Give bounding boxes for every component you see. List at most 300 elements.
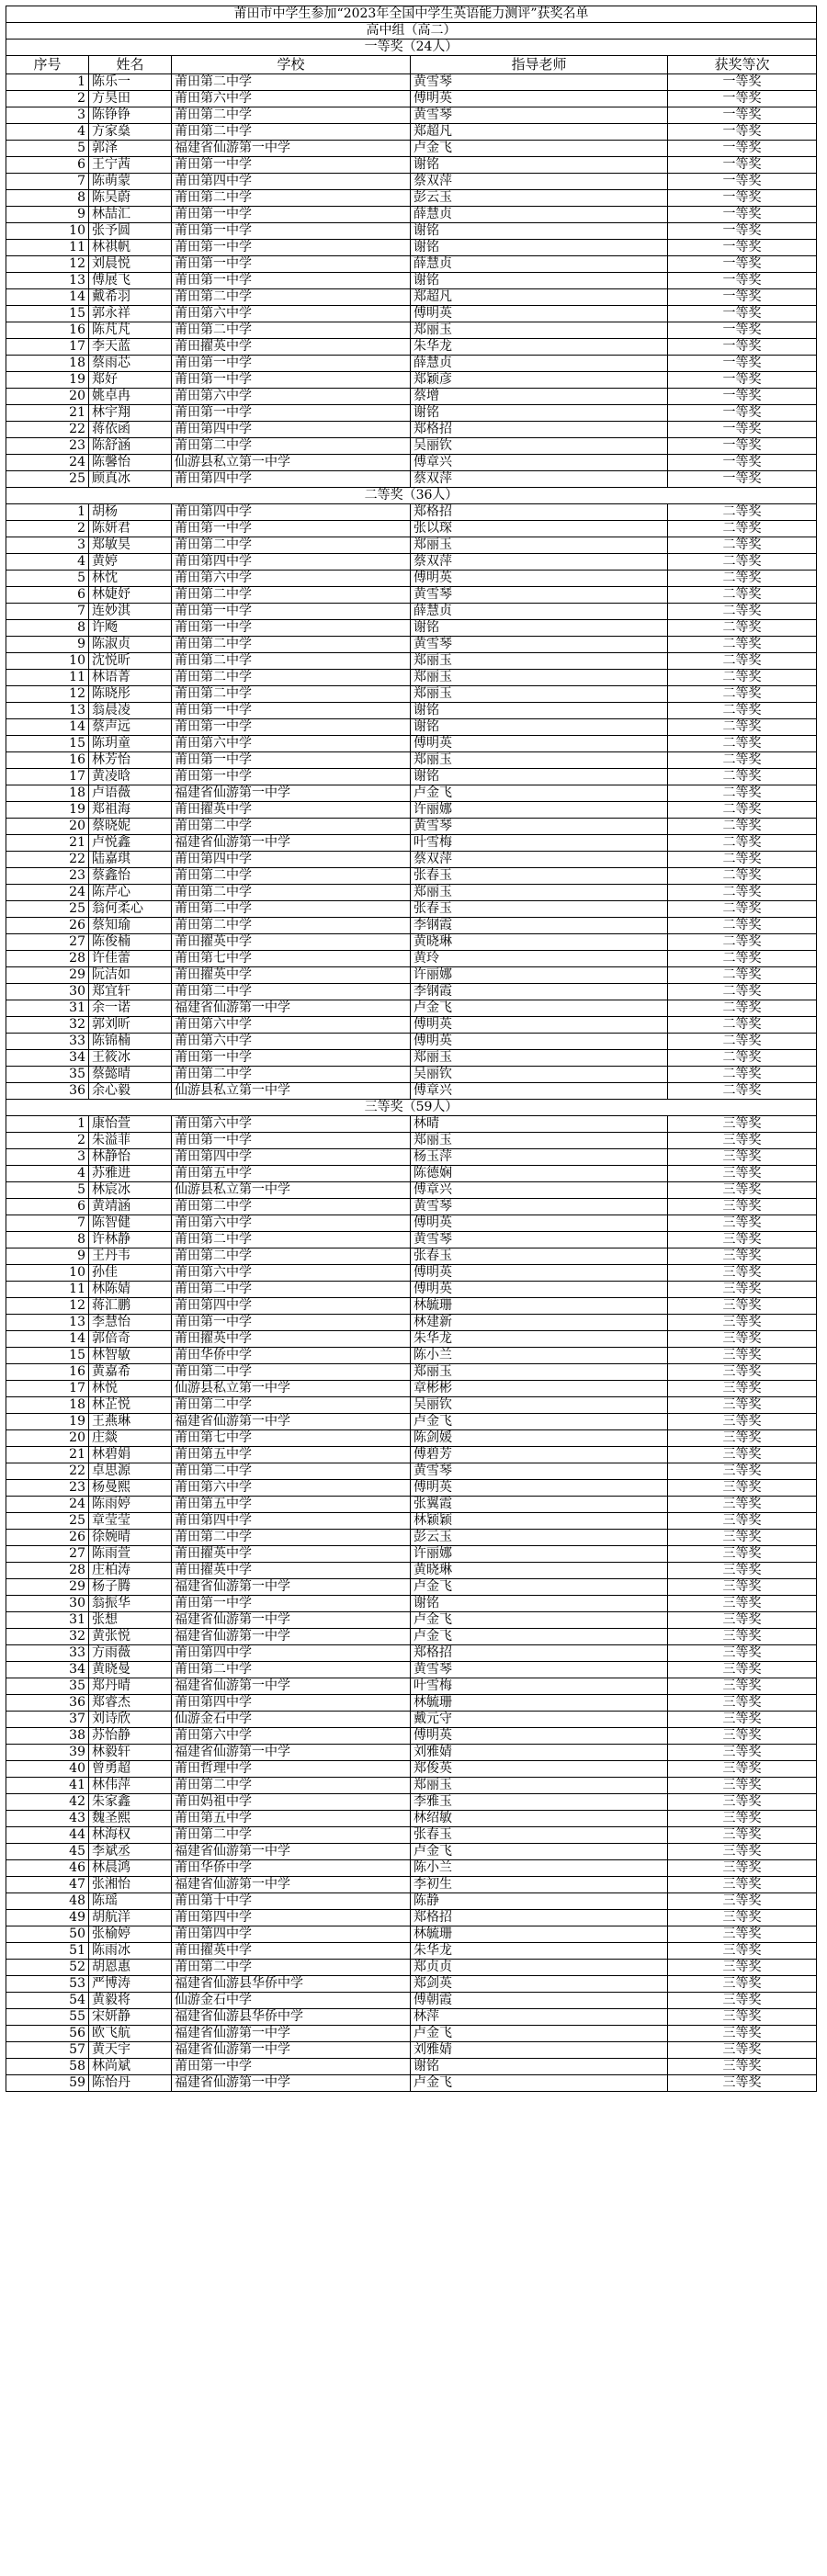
teacher-name: 谢铭 [411, 273, 668, 289]
row-index: 59 [6, 2075, 89, 2092]
student-name: 孙佳 [89, 1265, 172, 1282]
row-index: 29 [6, 1579, 89, 1596]
row-index: 5 [6, 141, 89, 157]
school-name: 莆田第二中学 [172, 1364, 411, 1381]
student-name: 余一诺 [89, 1000, 172, 1017]
student-name: 郭泽 [89, 141, 172, 157]
award-level: 三等奖 [668, 1348, 817, 1364]
student-name: 许佳蕾 [89, 951, 172, 967]
student-name: 蒋依函 [89, 422, 172, 438]
school-name: 莆田第二中学 [172, 1397, 411, 1414]
row-index: 11 [6, 1282, 89, 1298]
student-name: 张榆婷 [89, 1926, 172, 1943]
student-name: 林尚斌 [89, 2059, 172, 2075]
row-index: 23 [6, 1480, 89, 1497]
teacher-name: 陈小兰 [411, 1348, 668, 1364]
award-level: 三等奖 [668, 1265, 817, 1282]
table-row [6, 2026, 817, 2042]
row-index: 8 [6, 190, 89, 207]
teacher-name: 郑格招 [411, 1910, 668, 1926]
school-name: 莆田第四中学 [172, 422, 411, 438]
award-level: 三等奖 [668, 1298, 817, 1315]
table-row [6, 835, 817, 852]
school-name: 莆田第四中学 [172, 1645, 411, 1662]
award-level: 三等奖 [668, 1712, 817, 1728]
table-row [6, 1960, 817, 1976]
school-name: 莆田第一中学 [172, 356, 411, 372]
student-name: 林海权 [89, 1827, 172, 1844]
student-name: 林语菁 [89, 670, 172, 686]
teacher-name: 林毓珊 [411, 1298, 668, 1315]
award-level: 一等奖 [668, 256, 817, 273]
student-name: 顾真冰 [89, 471, 172, 488]
school-name: 仙游县私立第一中学 [172, 1083, 411, 1100]
award-level: 三等奖 [668, 1182, 817, 1199]
row-index: 7 [6, 174, 89, 190]
teacher-name: 郑丽玉 [411, 1050, 668, 1067]
row-index: 2 [6, 91, 89, 107]
school-name: 福建省仙游县华侨中学 [172, 1976, 411, 1993]
award-level: 二等奖 [668, 637, 817, 653]
teacher-name: 陈剑媛 [411, 1430, 668, 1447]
row-index: 27 [6, 934, 89, 951]
table-row [6, 537, 817, 554]
row-index: 51 [6, 1943, 89, 1960]
teacher-name: 傅明英 [411, 1034, 668, 1050]
student-name: 翁何柔心 [89, 901, 172, 918]
row-index: 17 [6, 1381, 89, 1397]
student-name: 蔡声远 [89, 719, 172, 736]
table-row [6, 984, 817, 1000]
student-name: 郑宜轩 [89, 984, 172, 1000]
teacher-name: 林颖颖 [411, 1513, 668, 1530]
award-level: 二等奖 [668, 901, 817, 918]
school-name: 福建省仙游第一中学 [172, 785, 411, 802]
teacher-name: 李初生 [411, 1877, 668, 1893]
school-name: 福建省仙游第一中学 [172, 2042, 411, 2059]
teacher-name: 彭云玉 [411, 190, 668, 207]
row-index: 11 [6, 670, 89, 686]
row-index: 6 [6, 1199, 89, 1215]
teacher-name: 叶雪梅 [411, 1678, 668, 1695]
teacher-name: 傅明英 [411, 1282, 668, 1298]
student-name: 林芳怡 [89, 752, 172, 769]
student-name: 林喆汇 [89, 207, 172, 223]
student-name: 苏雅进 [89, 1166, 172, 1182]
student-name: 林宸冰 [89, 1182, 172, 1199]
teacher-name: 郑丽玉 [411, 686, 668, 703]
school-name: 莆田第二中学 [172, 1662, 411, 1678]
student-name: 郑敏昊 [89, 537, 172, 554]
student-name: 陈怡丹 [89, 2075, 172, 2092]
student-name: 蒋汇鹏 [89, 1298, 172, 1315]
student-name: 徐婉晴 [89, 1530, 172, 1546]
table-row [6, 1381, 817, 1397]
table-row [6, 736, 817, 752]
teacher-name: 郑贞贞 [411, 1960, 668, 1976]
award-level: 一等奖 [668, 91, 817, 107]
table-row [6, 405, 817, 422]
student-name: 余心毅 [89, 1083, 172, 1100]
table-row [6, 1000, 817, 1017]
group-row [6, 23, 817, 40]
student-name: 林宇翔 [89, 405, 172, 422]
row-index: 2 [6, 1133, 89, 1149]
table-row [6, 901, 817, 918]
teacher-name: 傅明英 [411, 1017, 668, 1034]
table-row [6, 455, 817, 471]
teacher-name: 张以琛 [411, 521, 668, 537]
award-level: 一等奖 [668, 322, 817, 339]
award-level: 三等奖 [668, 1662, 817, 1678]
teacher-name: 郑丽玉 [411, 322, 668, 339]
award-level: 三等奖 [668, 1546, 817, 1563]
row-index: 6 [6, 587, 89, 604]
student-name: 林悦 [89, 1381, 172, 1397]
award-level: 二等奖 [668, 686, 817, 703]
award-level: 一等奖 [668, 405, 817, 422]
school-name: 莆田擢英中学 [172, 934, 411, 951]
row-index: 42 [6, 1794, 89, 1811]
school-name: 莆田第一中学 [172, 2059, 411, 2075]
award-level: 一等奖 [668, 157, 817, 174]
row-index: 16 [6, 1364, 89, 1381]
award-level: 二等奖 [668, 1017, 817, 1034]
teacher-name: 谢铭 [411, 405, 668, 422]
school-name: 仙游县私立第一中学 [172, 1182, 411, 1199]
award-level: 二等奖 [668, 951, 817, 967]
teacher-name: 谢铭 [411, 223, 668, 240]
school-name: 莆田第一中学 [172, 703, 411, 719]
section-row [6, 1100, 817, 1116]
table-row [6, 1811, 817, 1827]
teacher-name: 李钢霞 [411, 984, 668, 1000]
award-level: 二等奖 [668, 1000, 817, 1017]
award-level: 一等奖 [668, 107, 817, 124]
school-name: 莆田第二中学 [172, 438, 411, 455]
student-name: 翁振华 [89, 1596, 172, 1612]
teacher-name: 谢铭 [411, 769, 668, 785]
student-name: 黄嘉希 [89, 1364, 172, 1381]
row-index: 14 [6, 719, 89, 736]
school-name: 莆田擢英中学 [172, 1331, 411, 1348]
table-row [6, 2075, 817, 2092]
school-name: 莆田第一中学 [172, 1133, 411, 1149]
award-level: 一等奖 [668, 273, 817, 289]
student-name: 刘诗欣 [89, 1712, 172, 1728]
row-index: 31 [6, 1612, 89, 1629]
school-name: 莆田第一中学 [172, 405, 411, 422]
table-row [6, 637, 817, 653]
school-name: 仙游县私立第一中学 [172, 455, 411, 471]
table-row [6, 107, 817, 124]
student-name: 郭永祥 [89, 306, 172, 322]
row-index: 20 [6, 1430, 89, 1447]
table-row [6, 1926, 817, 1943]
award-level: 三等奖 [668, 1116, 817, 1133]
award-level: 三等奖 [668, 1381, 817, 1397]
teacher-name: 傅明英 [411, 571, 668, 587]
table-row [6, 1778, 817, 1794]
award-level: 三等奖 [668, 1728, 817, 1745]
teacher-name: 卢金飞 [411, 141, 668, 157]
school-name: 莆田第一中学 [172, 604, 411, 620]
table-row [6, 1034, 817, 1050]
table-row [6, 1265, 817, 1282]
award-level: 二等奖 [668, 885, 817, 901]
student-name: 苏怡静 [89, 1728, 172, 1745]
teacher-name: 刘雅婧 [411, 2042, 668, 2059]
school-name: 福建省仙游第一中学 [172, 835, 411, 852]
row-index: 16 [6, 752, 89, 769]
school-name: 莆田第二中学 [172, 1232, 411, 1248]
teacher-name: 傅明英 [411, 306, 668, 322]
row-index: 29 [6, 967, 89, 984]
table-row [6, 703, 817, 719]
student-name: 胡恩惠 [89, 1960, 172, 1976]
teacher-name: 傅明英 [411, 1215, 668, 1232]
row-index: 22 [6, 1463, 89, 1480]
row-index: 54 [6, 1993, 89, 2009]
row-index: 34 [6, 1662, 89, 1678]
school-name: 福建省仙游第一中学 [172, 1877, 411, 1893]
row-index: 27 [6, 1546, 89, 1563]
row-index: 39 [6, 1745, 89, 1761]
student-name: 蔡雨芯 [89, 356, 172, 372]
student-name: 朱溢菲 [89, 1133, 172, 1149]
award-level: 二等奖 [668, 670, 817, 686]
table-row [6, 471, 817, 488]
table-row [6, 306, 817, 322]
row-index: 48 [6, 1893, 89, 1910]
student-name: 林忱 [89, 571, 172, 587]
award-level: 三等奖 [668, 1811, 817, 1827]
row-index: 19 [6, 1414, 89, 1430]
school-name: 莆田第六中学 [172, 1215, 411, 1232]
table-row [6, 1364, 817, 1381]
row-index: 4 [6, 554, 89, 571]
award-level: 三等奖 [668, 1414, 817, 1430]
school-name: 莆田第一中学 [172, 223, 411, 240]
school-name: 莆田第四中学 [172, 554, 411, 571]
school-name: 莆田第二中学 [172, 74, 411, 91]
student-name: 张想 [89, 1612, 172, 1629]
table-row [6, 719, 817, 736]
teacher-name: 戴元守 [411, 1712, 668, 1728]
school-name: 莆田第五中学 [172, 1447, 411, 1463]
teacher-name: 李雅玉 [411, 1794, 668, 1811]
table-row [6, 852, 817, 868]
school-name: 莆田第二中学 [172, 1530, 411, 1546]
award-level: 二等奖 [668, 752, 817, 769]
table-row [6, 223, 817, 240]
table-row [6, 157, 817, 174]
row-index: 21 [6, 1447, 89, 1463]
student-name: 卢语薇 [89, 785, 172, 802]
row-index: 3 [6, 537, 89, 554]
table-row [6, 1513, 817, 1530]
award-level: 二等奖 [668, 703, 817, 719]
teacher-name: 郑丽玉 [411, 653, 668, 670]
student-name: 陈萌蒙 [89, 174, 172, 190]
table-row [6, 752, 817, 769]
teacher-name: 卢金飞 [411, 2026, 668, 2042]
award-level: 三等奖 [668, 1133, 817, 1149]
row-index: 30 [6, 1596, 89, 1612]
teacher-name: 傅明英 [411, 1265, 668, 1282]
row-index: 23 [6, 438, 89, 455]
school-name: 莆田第一中学 [172, 620, 411, 637]
teacher-name: 黄雪琴 [411, 587, 668, 604]
table-row [6, 653, 817, 670]
student-name: 郭刘昕 [89, 1017, 172, 1034]
table-row [6, 141, 817, 157]
table-row [6, 1430, 817, 1447]
row-index: 7 [6, 1215, 89, 1232]
row-index: 5 [6, 1182, 89, 1199]
table-row [6, 1067, 817, 1083]
table-row [6, 934, 817, 951]
award-level: 二等奖 [668, 1083, 817, 1100]
row-index: 24 [6, 455, 89, 471]
table-row [6, 339, 817, 356]
student-name: 黄天宇 [89, 2042, 172, 2059]
row-index: 34 [6, 1050, 89, 1067]
teacher-name: 郑颖彦 [411, 372, 668, 389]
page-title: 莆田市中学生参加“2023年全国中学生英语能力测评”获奖名单 [6, 6, 817, 23]
row-index: 4 [6, 124, 89, 141]
row-index: 17 [6, 339, 89, 356]
table-row [6, 207, 817, 223]
table-row [6, 1695, 817, 1712]
school-name: 莆田擢英中学 [172, 967, 411, 984]
school-name: 仙游县私立第一中学 [172, 1381, 411, 1397]
teacher-name: 傅明英 [411, 736, 668, 752]
teacher-name: 叶雪梅 [411, 835, 668, 852]
school-name: 莆田第七中学 [172, 951, 411, 967]
teacher-name: 郑格招 [411, 422, 668, 438]
award-level: 三等奖 [668, 1248, 817, 1265]
award-level: 一等奖 [668, 289, 817, 306]
student-name: 黄晓曼 [89, 1662, 172, 1678]
student-name: 傅展飞 [89, 273, 172, 289]
teacher-name: 傅章兴 [411, 1182, 668, 1199]
table-row [6, 422, 817, 438]
award-level: 三等奖 [668, 1149, 817, 1166]
row-index: 19 [6, 372, 89, 389]
table-row [6, 604, 817, 620]
award-level: 三等奖 [668, 1926, 817, 1943]
table-row [6, 1860, 817, 1877]
school-name: 莆田第四中学 [172, 471, 411, 488]
row-index: 43 [6, 1811, 89, 1827]
table-row [6, 521, 817, 537]
award-level: 二等奖 [668, 1034, 817, 1050]
group-title: 高中组（高二） [6, 23, 817, 40]
row-index: 30 [6, 984, 89, 1000]
school-name: 莆田第二中学 [172, 670, 411, 686]
student-name: 郑好 [89, 372, 172, 389]
teacher-name: 朱华龙 [411, 339, 668, 356]
school-name: 莆田第六中学 [172, 736, 411, 752]
school-name: 莆田妈祖中学 [172, 1794, 411, 1811]
student-name: 陈舒涵 [89, 438, 172, 455]
teacher-name: 郑丽玉 [411, 1133, 668, 1149]
row-index: 2 [6, 521, 89, 537]
award-level: 三等奖 [668, 2059, 817, 2075]
award-level: 三等奖 [668, 1893, 817, 1910]
table-row [6, 571, 817, 587]
table-row [6, 1199, 817, 1215]
student-name: 王筱冰 [89, 1050, 172, 1067]
table-row [6, 174, 817, 190]
school-name: 莆田第一中学 [172, 719, 411, 736]
award-level: 一等奖 [668, 471, 817, 488]
row-index: 4 [6, 1166, 89, 1182]
teacher-name: 陈德娴 [411, 1166, 668, 1182]
row-index: 9 [6, 207, 89, 223]
teacher-name: 朱华龙 [411, 1943, 668, 1960]
row-index: 24 [6, 1497, 89, 1513]
school-name: 莆田第四中学 [172, 1926, 411, 1943]
teacher-name: 黄雪琴 [411, 637, 668, 653]
row-index: 18 [6, 785, 89, 802]
student-name: 郑丹晴 [89, 1678, 172, 1695]
teacher-name: 郑丽玉 [411, 1778, 668, 1794]
teacher-name: 吴丽钦 [411, 438, 668, 455]
student-name: 林陈婧 [89, 1282, 172, 1298]
school-name: 莆田第一中学 [172, 256, 411, 273]
teacher-name: 黄雪琴 [411, 74, 668, 91]
student-name: 康怡萱 [89, 1116, 172, 1133]
student-name: 刘晨悦 [89, 256, 172, 273]
section-row [6, 40, 817, 56]
award-level: 三等奖 [668, 1513, 817, 1530]
school-name: 莆田第六中学 [172, 571, 411, 587]
row-index: 58 [6, 2059, 89, 2075]
award-level: 一等奖 [668, 356, 817, 372]
award-level: 三等奖 [668, 2042, 817, 2059]
school-name: 莆田第四中学 [172, 1298, 411, 1315]
student-name: 陈雨婷 [89, 1497, 172, 1513]
teacher-name: 李钢霞 [411, 918, 668, 934]
teacher-name: 陈静 [411, 1893, 668, 1910]
teacher-name: 张春玉 [411, 868, 668, 885]
row-index: 44 [6, 1827, 89, 1844]
student-name: 王燕琳 [89, 1414, 172, 1430]
award-level: 三等奖 [668, 1315, 817, 1331]
row-index: 8 [6, 620, 89, 637]
teacher-name: 吴丽钦 [411, 1397, 668, 1414]
student-name: 林碧娟 [89, 1447, 172, 1463]
row-index: 22 [6, 852, 89, 868]
table-row [6, 1546, 817, 1563]
row-index: 12 [6, 1298, 89, 1315]
school-name: 福建省仙游第一中学 [172, 1678, 411, 1695]
row-index: 1 [6, 1116, 89, 1133]
school-name: 莆田第二中学 [172, 918, 411, 934]
teacher-name: 傅明英 [411, 1728, 668, 1745]
student-name: 曾勇超 [89, 1761, 172, 1778]
student-name: 黄毅将 [89, 1993, 172, 2009]
student-name: 陈馨怡 [89, 455, 172, 471]
school-name: 莆田华侨中学 [172, 1348, 411, 1364]
table-row [6, 868, 817, 885]
student-name: 许飏 [89, 620, 172, 637]
col-header-idx: 序号 [6, 56, 89, 74]
student-name: 林晨鸿 [89, 1860, 172, 1877]
teacher-name: 刘雅婧 [411, 1745, 668, 1761]
